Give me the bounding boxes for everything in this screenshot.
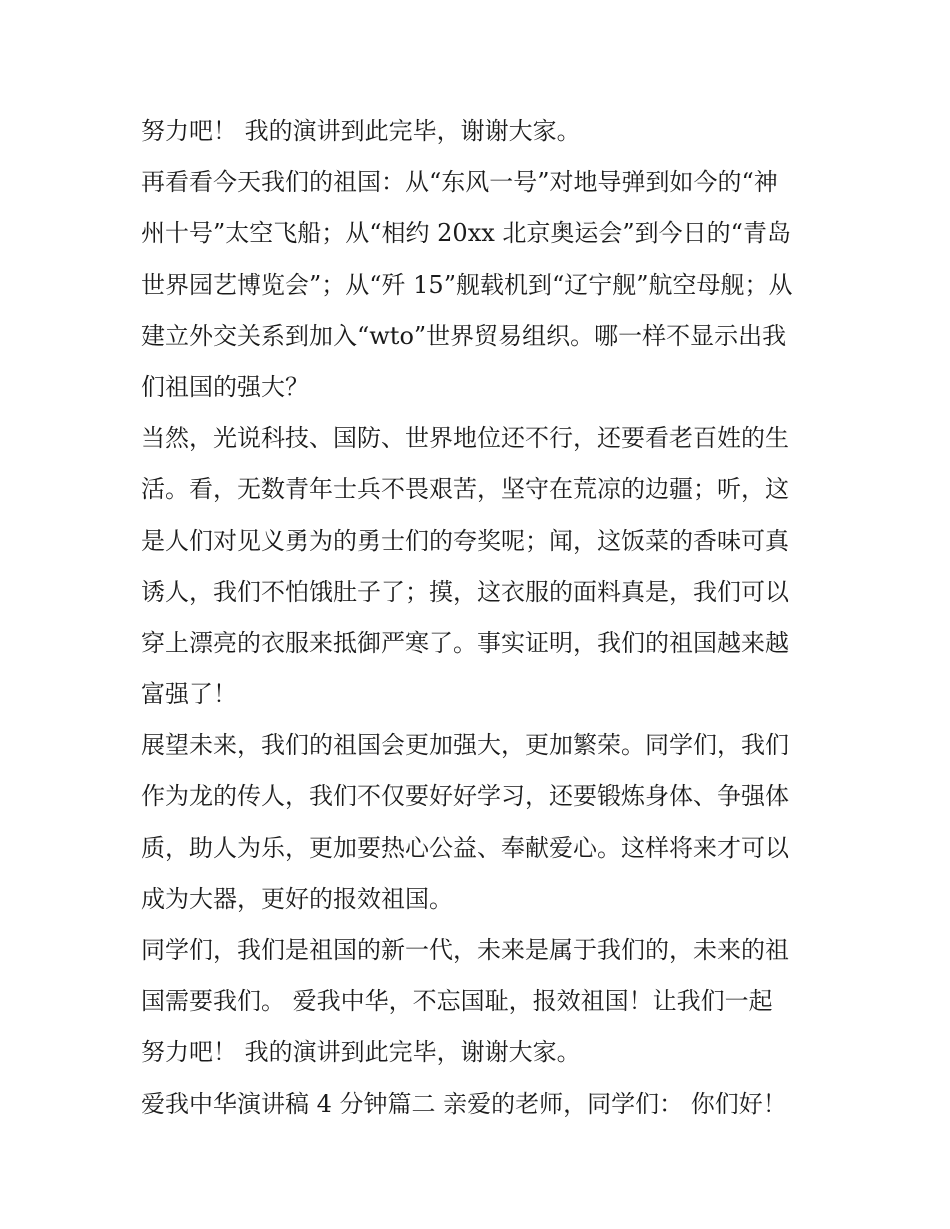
text-line: 国需要我们。 爱我中华，不忘国耻，报效祖国！让我们一起 — [141, 987, 773, 1016]
text-line: 州十号”太空飞船；从“相约 20xx 北京奥运会”到今日的“青岛 — [141, 219, 791, 248]
text-line: 成为大器，更好的报效祖国。 — [141, 884, 453, 913]
text-line: 努力吧！ 我的演讲到此完毕，谢谢大家。 — [141, 1038, 581, 1067]
text-line: 世界园艺博览会”；从“歼 15”舰载机到“辽宁舰”航空母舰；从 — [141, 270, 793, 299]
text-line: 同学们，我们是祖国的新一代，未来是属于我们的，未来的祖 — [141, 936, 789, 964]
speech-text-body — [141, 106, 821, 1130]
text-line: 当然，光说科技、国防、世界地位还不行，还要看老百姓的生 — [141, 424, 789, 453]
text-line: 富强了！ — [141, 680, 237, 709]
text-line: 质，助人为乐，更加要热心公益、奉献爱心。这样将来才可以 — [141, 833, 789, 862]
text-line: 们祖国的强大？ — [141, 372, 309, 401]
text-line: 活。看，无数青年士兵不畏艰苦，坚守在荒凉的边疆；听，这 — [141, 475, 789, 504]
text-line: 建立外交关系到加入“wto”世界贸易组织。哪一样不显示出我 — [141, 321, 787, 350]
text-line: 穿上漂亮的衣服来抵御严寒了。事实证明，我们的祖国越来越 — [141, 628, 789, 657]
text-line: 努力吧！ 我的演讲到此完毕，谢谢大家。 — [141, 117, 581, 145]
text-line: 作为龙的传人，我们不仅要好好学习，还要锻炼身体、争强体 — [141, 782, 789, 811]
text-line: 诱人，我们不怕饿肚子了；摸，这衣服的面料真是，我们可以 — [141, 577, 789, 606]
text-line: 再看看今天我们的祖国：从“东风一号”对地导弹到如今的“神 — [141, 168, 778, 197]
text-line: 爱我中华演讲稿 4 分钟篇二 亲爱的老师，同学们： 你们好！ — [141, 1089, 787, 1118]
text-line: 展望未来，我们的祖国会更加强大，更加繁荣。同学们，我们 — [141, 731, 789, 760]
text-line: 是人们对见义勇为的勇士们的夸奖呢；闻，这饭菜的香味可真 — [141, 526, 789, 555]
